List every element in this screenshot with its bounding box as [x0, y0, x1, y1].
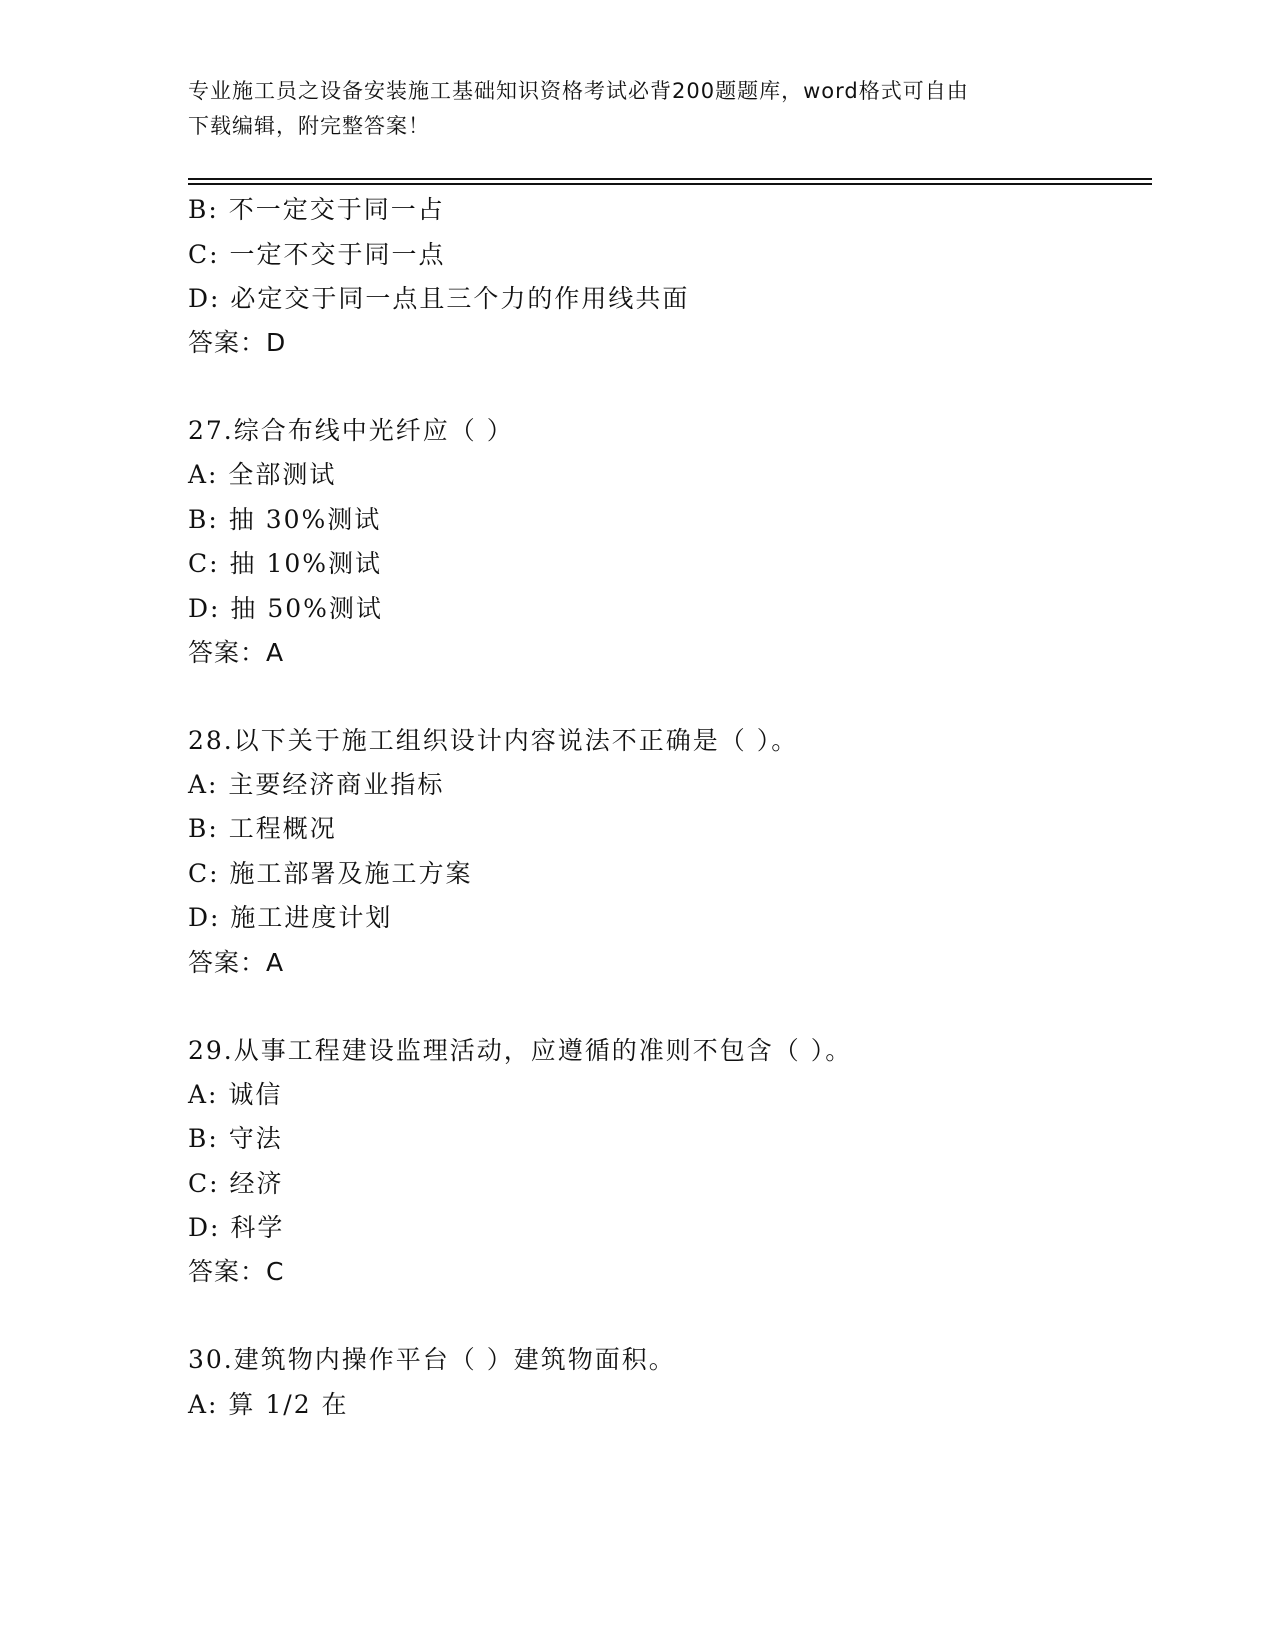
question-28-option-b: B: 工程概况 [188, 814, 337, 843]
question-28-option-a: A: 主要经济商业指标 [188, 770, 445, 799]
prev-option-b: B: 不一定交于同一占 [188, 195, 445, 224]
question-29-option-d: D: 科学 [188, 1213, 285, 1242]
question-29-option-c: C: 经济 [188, 1169, 284, 1198]
question-29-stem: 29.从事工程建设监理活动，应遵循的准则不包含（ ）。 [188, 1036, 853, 1065]
question-28-stem: 28.以下关于施工组织设计内容说法不正确是（ ）。 [188, 726, 799, 755]
header-divider-bottom [188, 183, 1152, 185]
question-28-option-d: D: 施工进度计划 [188, 903, 393, 932]
header-line-1: 专业施工员之设备安装施工基础知识资格考试必背200题题库，word格式可自由 [188, 79, 969, 103]
header-divider-top [188, 178, 1152, 180]
prev-option-d: D: 必定交于同一点且三个力的作用线共面 [188, 284, 690, 313]
question-28-answer: 答案：A [188, 948, 285, 977]
question-28-option-c: C: 施工部署及施工方案 [188, 859, 473, 888]
question-27-stem: 27.综合布线中光纤应（ ） [188, 416, 514, 445]
question-27-option-a: A: 全部测试 [188, 460, 337, 489]
question-29-answer: 答案：C [188, 1257, 285, 1286]
document-header [188, 74, 1068, 144]
prev-answer: 答案：D [188, 328, 287, 357]
header-line-2: 下载编辑，附完整答案！ [188, 114, 430, 138]
question-29-option-a: A: 诚信 [188, 1080, 283, 1109]
question-30-stem: 30.建筑物内操作平台（ ）建筑物面积。 [188, 1345, 676, 1374]
question-27-answer: 答案：A [188, 638, 285, 667]
prev-option-c: C: 一定不交于同一点 [188, 240, 446, 269]
question-30-option-a: A: 算 1/2 在 [188, 1390, 349, 1419]
question-29-option-b: B: 守法 [188, 1124, 283, 1153]
question-27-option-d: D: 抽 50%测试 [188, 594, 383, 623]
question-27-option-b: B: 抽 30%测试 [188, 505, 382, 534]
question-27-option-c: C: 抽 10%测试 [188, 549, 383, 578]
